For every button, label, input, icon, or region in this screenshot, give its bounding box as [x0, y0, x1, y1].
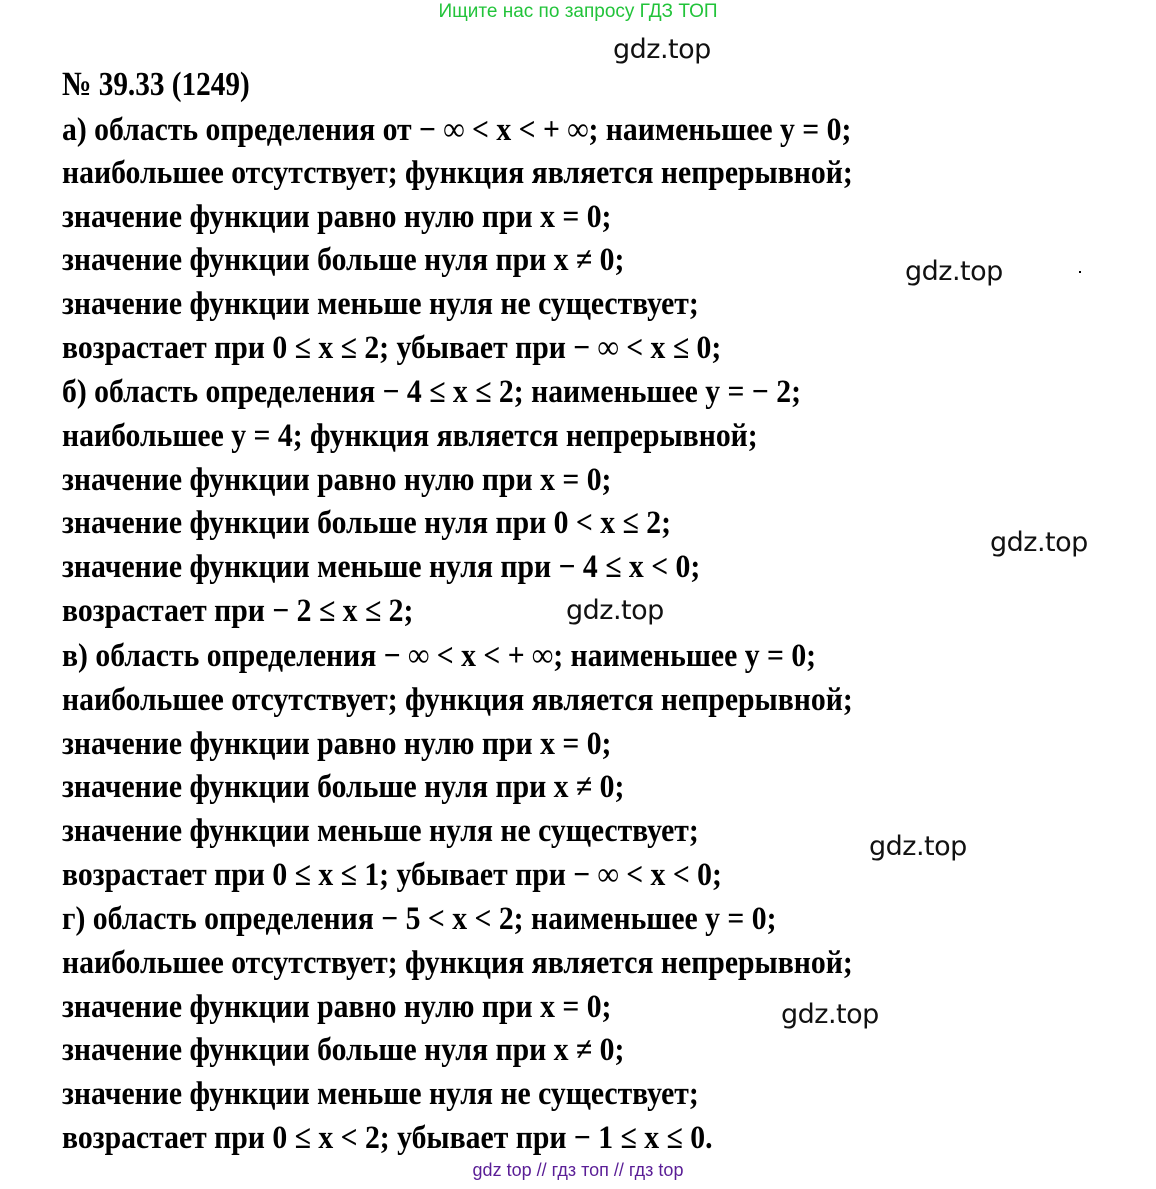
solution-line: значение функции меньше нуля не существует; — [62, 813, 699, 849]
watermark: gdz.top — [566, 595, 664, 626]
footer-watermark: gdz top // гдз топ // гдз top — [472, 1160, 684, 1180]
solution-line: возрастает при 0 ≤ x < 2; убывает при − 1 ≤ x ≤ 0. — [62, 1120, 713, 1156]
solution-line: значение функции больше нуля при x ≠ 0; — [62, 769, 625, 805]
solution-line: значение функции меньше нуля не существует; — [62, 286, 699, 322]
solution-line: а) область определения от − ∞ < x < + ∞; наименьшее y = 0; — [62, 112, 852, 148]
watermark: gdz.top — [905, 256, 1003, 287]
solution-line: значение функции равно нулю при x = 0; — [62, 989, 612, 1025]
problem-title: № 39.33 (1249) — [62, 66, 250, 103]
solution-line: возрастает при − 2 ≤ x ≤ 2; — [62, 593, 414, 629]
solution-line: наибольшее отсутствует; функция является непрерывной; — [62, 945, 853, 981]
solution-line: б) область определения − 4 ≤ x ≤ 2; наименьшее y = − 2; — [62, 374, 801, 410]
solution-line: значение функции равно нулю при x = 0; — [62, 199, 612, 235]
solution-line: значение функции больше нуля при 0 < x ≤ 2; — [62, 505, 672, 541]
solution-line: значение функции равно нулю при x = 0; — [62, 462, 612, 498]
watermark: gdz.top — [869, 831, 967, 862]
watermark: gdz.top — [613, 34, 711, 65]
solution-line: значение функции меньше нуля не существует; — [62, 1076, 699, 1112]
solution-line: возрастает при 0 ≤ x ≤ 2; убывает при − ∞ < x ≤ 0; — [62, 330, 722, 366]
watermark: gdz.top — [990, 527, 1088, 558]
solution-line: наибольшее y = 4; функция является непрерывной; — [62, 418, 758, 454]
solution-line: значение функции больше нуля при x ≠ 0; — [62, 242, 625, 278]
solution-line: наибольшее отсутствует; функция является непрерывной; — [62, 155, 853, 191]
solution-line: г) область определения − 5 < x < 2; наименьшее y = 0; — [62, 901, 777, 937]
solution-line: значение функции равно нулю при x = 0; — [62, 726, 612, 762]
solution-line: значение функции меньше нуля при − 4 ≤ x < 0; — [62, 549, 701, 585]
solution-line: наибольшее отсутствует; функция является непрерывной; — [62, 682, 853, 718]
solution-line: в) область определения − ∞ < x < + ∞; наименьшее y = 0; — [62, 638, 817, 674]
watermark: gdz.top — [781, 999, 879, 1030]
solution-line: значение функции больше нуля при x ≠ 0; — [62, 1032, 625, 1068]
stray-dot — [1079, 271, 1081, 273]
solution-line: возрастает при 0 ≤ x ≤ 1; убывает при − ∞ < x < 0; — [62, 857, 722, 893]
search-banner: Ищите нас по запросу ГДЗ ТОП — [438, 1, 718, 22]
